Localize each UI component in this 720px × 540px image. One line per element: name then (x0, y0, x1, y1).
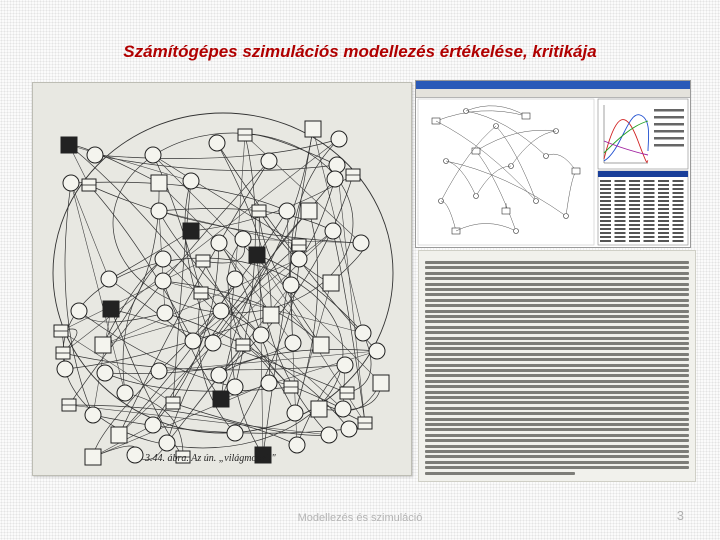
scanned-text-line (425, 445, 689, 448)
model-stock (572, 168, 580, 174)
scanned-text-line (425, 272, 689, 275)
diagram-edge (89, 185, 361, 243)
model-variable (534, 199, 539, 204)
diagram-circle-node (261, 375, 277, 391)
diagram-circle-node (183, 173, 199, 189)
diagram-box-node (311, 401, 327, 417)
diagram-edge (159, 211, 287, 371)
page-number: 3 (676, 508, 684, 523)
graph-legend-line (654, 137, 684, 140)
diagram-circle-node (291, 251, 307, 267)
diagram-circle-node (101, 271, 117, 287)
diagram-circle-node (369, 343, 385, 359)
diagram-circle-node (335, 401, 351, 417)
scanned-text-line (425, 277, 689, 280)
data-table-cell (615, 200, 626, 202)
data-table-cell (629, 188, 640, 190)
data-table-cell (629, 220, 640, 222)
slide-title: Számítógépes szimulációs modellezés értékelése, kritikája (123, 42, 597, 61)
diagram-circle-node (145, 147, 161, 163)
data-table-cell (673, 184, 684, 186)
data-table-cell (644, 212, 655, 214)
graph-legend-line (654, 109, 684, 112)
diagram-circle-node (279, 203, 295, 219)
data-table-cell (629, 232, 640, 234)
data-table-cell (673, 192, 684, 194)
scanned-text-line (425, 455, 689, 458)
diagram-network (53, 113, 393, 465)
data-table-header (598, 171, 688, 177)
diagram-circle-node (151, 363, 167, 379)
diagram-circle-node (97, 365, 113, 381)
data-table-cell (600, 216, 611, 218)
data-table-cell (644, 184, 655, 186)
diagram-circle-node (157, 305, 173, 321)
graph-legend-line (654, 130, 684, 133)
model-stock (472, 148, 480, 154)
data-table-cell (600, 192, 611, 194)
diagram-circle-node (213, 303, 229, 319)
data-table-cell (629, 228, 640, 230)
data-table-cell (629, 192, 640, 194)
data-table-cell (658, 224, 669, 226)
data-table-cell (629, 224, 640, 226)
diagram-edge (103, 183, 159, 345)
scanned-text-line (425, 434, 689, 437)
model-variable (514, 229, 519, 234)
data-table-cell (644, 220, 655, 222)
data-table-cell (629, 236, 640, 238)
diagram-box-node (111, 427, 127, 443)
data-table-cell (658, 220, 669, 222)
data-table-cell (644, 232, 655, 234)
data-table-cell (629, 180, 640, 182)
slide-footer: Modellezés és szimuláció (297, 512, 423, 524)
diagram-edge (71, 183, 125, 393)
diagram-box-node (85, 449, 101, 465)
data-table-cell (615, 232, 626, 234)
data-table-cell (644, 228, 655, 230)
scanned-text-line (425, 401, 689, 404)
diagram-circle-node (325, 223, 341, 239)
data-table-cell (644, 240, 655, 242)
data-table-cell (615, 196, 626, 198)
diagram-circle-node (145, 417, 161, 433)
diagram-circle-node (87, 147, 103, 163)
data-table-cell (658, 208, 669, 210)
data-table-cell (673, 236, 684, 238)
diagram-circle-node (329, 157, 345, 173)
diagram-circle-node (331, 131, 347, 147)
diagram-circle-node (57, 361, 73, 377)
data-table-cell (658, 184, 669, 186)
diagram-box-node (263, 307, 279, 323)
scanned-text-line (425, 337, 689, 340)
diagram-graphic (33, 83, 411, 475)
data-table-cell (644, 188, 655, 190)
scanned-text-line (425, 342, 689, 345)
data-table-cell (615, 184, 626, 186)
model-variable (564, 214, 569, 219)
data-table-cell (673, 220, 684, 222)
data-table-cell (629, 196, 640, 198)
diagram-circle-node (155, 273, 171, 289)
scanned-text-line (425, 407, 689, 410)
scanned-text-line (425, 423, 689, 426)
graph-legend-line (654, 116, 684, 119)
model-canvas (418, 99, 594, 245)
diagram-circle-node (227, 425, 243, 441)
data-table-cell (644, 180, 655, 182)
diagram-circle-node (261, 153, 277, 169)
data-table-cell (673, 208, 684, 210)
data-table-cell (644, 204, 655, 206)
diagram-circle-node (355, 325, 371, 341)
diagram-circle-node (211, 367, 227, 383)
diagram-box-node (183, 223, 199, 239)
model-variable (474, 194, 479, 199)
diagram-circle-node (205, 335, 221, 351)
data-table-cell (615, 192, 626, 194)
diagram-circle-node (321, 427, 337, 443)
diagram-edge (109, 231, 191, 279)
diagram-box-node (61, 137, 77, 153)
scanned-text-line (425, 304, 689, 307)
diagram-box-node (103, 301, 119, 317)
data-table-cell (615, 220, 626, 222)
data-table-cell (615, 224, 626, 226)
diagram-circle-node (227, 271, 243, 287)
scanned-text-line (425, 466, 689, 469)
data-table-cell (600, 204, 611, 206)
data-table-cell (658, 212, 669, 214)
diagram-circle-node (185, 333, 201, 349)
data-table-cell (658, 228, 669, 230)
data-table-cell (615, 228, 626, 230)
scanned-text-line (425, 326, 689, 329)
scanned-text-line (425, 293, 689, 296)
diagram-box-node (313, 337, 329, 353)
scanned-text-line (425, 439, 689, 442)
world-model-diagram (32, 82, 412, 476)
scanned-text-line (425, 391, 689, 394)
diagram-circle-node (155, 251, 171, 267)
diagram-edge (245, 134, 337, 165)
data-table-cell (673, 180, 684, 182)
diagram-circle-node (285, 335, 301, 351)
diagram-edge (337, 165, 365, 423)
diagram-circle-node (289, 437, 305, 453)
diagram-circle-node (151, 203, 167, 219)
diagram-circle-node (85, 407, 101, 423)
scanned-text-line (425, 288, 689, 291)
data-table-cell (644, 208, 655, 210)
data-table-cell (658, 196, 669, 198)
scanned-text-line (425, 299, 689, 302)
diagram-circle-node (337, 357, 353, 373)
data-table-cell (600, 180, 611, 182)
scanned-text-line (425, 331, 689, 334)
data-table-cell (673, 212, 684, 214)
data-table-cell (658, 200, 669, 202)
data-table-cell (673, 200, 684, 202)
scanned-text-line (425, 385, 689, 388)
graph-legend-line (654, 123, 684, 126)
diagram-edge (93, 309, 111, 415)
diagram-box-node (95, 337, 111, 353)
data-table-cell (600, 196, 611, 198)
diagram-box-node (373, 375, 389, 391)
data-table-cell (615, 240, 626, 242)
data-table-cell (600, 224, 611, 226)
data-table-cell (615, 212, 626, 214)
data-table-cell (600, 228, 611, 230)
data-table-cell (600, 208, 611, 210)
data-table-cell (600, 232, 611, 234)
scanned-text-line (425, 418, 689, 421)
data-table-cell (629, 216, 640, 218)
diagram-circle-node (117, 385, 133, 401)
scanned-text-line (425, 461, 689, 464)
data-table-cell (673, 240, 684, 242)
data-table-cell (600, 212, 611, 214)
scanned-text-line (425, 374, 689, 377)
diagram-circle-node (235, 231, 251, 247)
diagram-circle-node (353, 235, 369, 251)
data-table-cell (629, 200, 640, 202)
data-table-cell (658, 180, 669, 182)
diagram-circle-node (327, 171, 343, 187)
diagram-box-node (249, 247, 265, 263)
data-table-cell (673, 232, 684, 234)
scanned-text-line (425, 396, 689, 399)
scanned-text-line (425, 261, 689, 264)
diagram-edge (69, 145, 191, 181)
scanned-text-line (425, 266, 689, 269)
data-table-cell (673, 216, 684, 218)
data-table-cell (600, 184, 611, 186)
diagram-circle-node (159, 435, 175, 451)
data-table-cell (600, 220, 611, 222)
data-table-cell (615, 180, 626, 182)
simulation-software-screenshot (415, 80, 691, 248)
scanned-text-line (425, 450, 689, 453)
scanned-text-line (425, 283, 689, 286)
figure-caption: 3.44. ábra. Az ún. „világmodell" (145, 453, 276, 464)
data-table-cell (600, 236, 611, 238)
diagram-edge (261, 335, 343, 409)
data-table-cell (629, 212, 640, 214)
data-table-cell (644, 216, 655, 218)
diagram-box-node (301, 203, 317, 219)
scanned-text-line (425, 472, 575, 475)
data-table-cell (658, 232, 669, 234)
scanned-text-line (425, 364, 689, 367)
data-table-cell (658, 240, 669, 242)
data-table-cell (673, 188, 684, 190)
data-table-cell (615, 236, 626, 238)
data-table-cell (600, 188, 611, 190)
data-table-cell (644, 224, 655, 226)
diagram-box-node (213, 391, 229, 407)
data-table-cell (673, 228, 684, 230)
scanned-text-line (425, 380, 689, 383)
diagram-box-node (323, 275, 339, 291)
scanned-text-line (425, 310, 689, 313)
data-table-cell (644, 200, 655, 202)
data-table-cell (658, 192, 669, 194)
data-table-cell (658, 216, 669, 218)
diagram-circle-node (211, 235, 227, 251)
diagram-circle-node (253, 327, 269, 343)
data-table-cell (615, 216, 626, 218)
scanned-text-line (425, 353, 689, 356)
scanned-text-line (425, 358, 689, 361)
data-table-cell (673, 196, 684, 198)
data-table-cell (658, 188, 669, 190)
data-table-cell (658, 236, 669, 238)
scanned-text-line (425, 369, 689, 372)
data-table-cell (600, 240, 611, 242)
data-table-cell (629, 208, 640, 210)
simulation-graphic (416, 81, 690, 247)
scanned-text-line (425, 315, 689, 318)
scanned-text-line (425, 320, 689, 323)
data-table-cell (615, 208, 626, 210)
legend-text-scan (418, 250, 696, 482)
diagram-circle-node (283, 277, 299, 293)
scanned-text-line (425, 347, 689, 350)
diagram-box-node (305, 121, 321, 137)
data-table-cell (673, 224, 684, 226)
model-stock (522, 113, 530, 119)
data-table-cell (629, 204, 640, 206)
diagram-circle-node (287, 405, 303, 421)
diagram-box-node (151, 175, 167, 191)
data-table-cell (644, 236, 655, 238)
model-variable (544, 154, 549, 159)
scanned-text-line (425, 428, 689, 431)
graph-legend-line (654, 144, 684, 147)
diagram-edge (71, 183, 109, 279)
data-table-cell (615, 188, 626, 190)
diagram-circle-node (209, 135, 225, 151)
diagram-circle-node (71, 303, 87, 319)
diagram-circle-node (127, 447, 143, 463)
data-table-cell (658, 204, 669, 206)
diagram-circle-node (227, 379, 243, 395)
data-table-cell (644, 196, 655, 198)
scanned-text-line (425, 412, 689, 415)
model-stock (502, 208, 510, 214)
data-table-cell (629, 184, 640, 186)
data-table-cell (615, 204, 626, 206)
diagram-circle-node (341, 421, 357, 437)
diagram-circle-node (63, 175, 79, 191)
data-table-cell (644, 192, 655, 194)
data-table-cell (673, 204, 684, 206)
data-table-cell (629, 240, 640, 242)
data-table-cell (600, 200, 611, 202)
